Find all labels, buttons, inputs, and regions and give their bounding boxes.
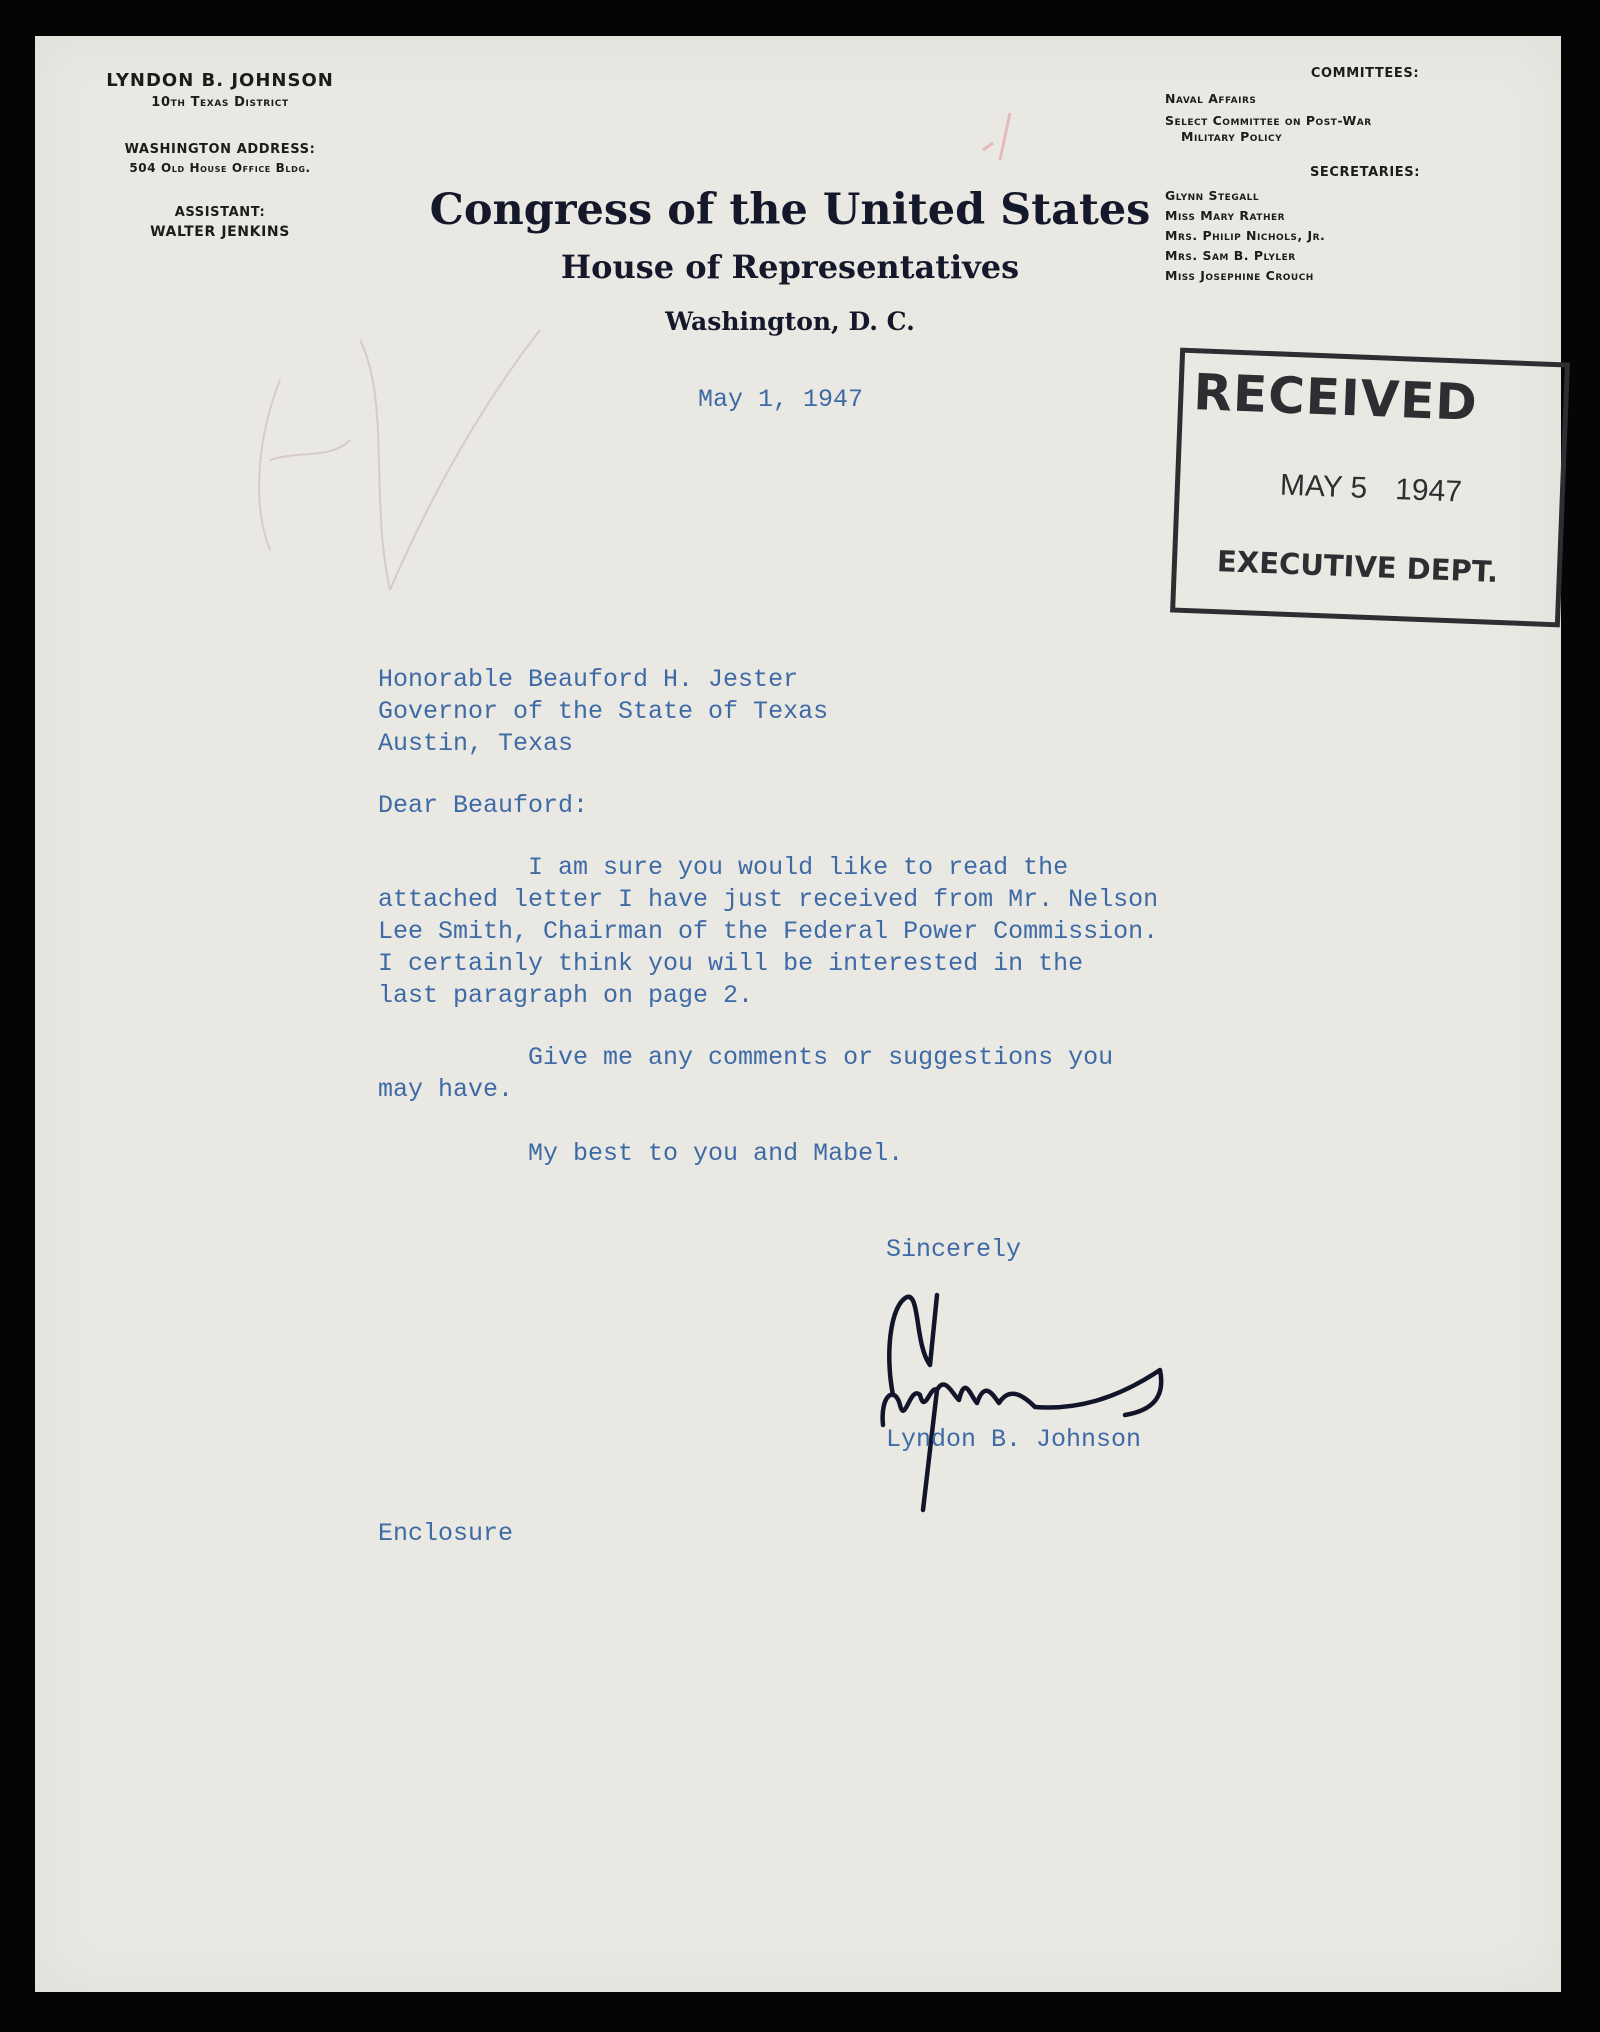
paragraph-line: last paragraph on page 2. bbox=[378, 981, 754, 1010]
recipient-line: Honorable Beauford H. Jester bbox=[378, 665, 799, 694]
salutation bbox=[378, 790, 588, 822]
handwritten-signature bbox=[875, 1285, 1175, 1515]
paragraph-line: Lee Smith, Chairman of the Federal Power Commission. bbox=[378, 917, 1159, 946]
committee-item: Naval Affairs bbox=[1165, 91, 1257, 106]
stamp-month-day: MAY 5 bbox=[1279, 468, 1368, 505]
stamp-department: EXECUTIVE DEPT. bbox=[1216, 544, 1499, 589]
secretary-item: Miss Mary Rather bbox=[1165, 208, 1286, 223]
pencil-annotation bbox=[240, 300, 560, 640]
address: 504 Old House Office Bldg. bbox=[129, 161, 311, 175]
secretaries-label: SECRETARIES: bbox=[1309, 165, 1421, 180]
paragraph-line: I am sure you would like to read the bbox=[378, 853, 1069, 882]
secretary-item: Miss Josephine Crouch bbox=[1165, 268, 1314, 283]
received-stamp bbox=[1170, 348, 1570, 628]
enclosure-text: Enclosure bbox=[378, 1519, 514, 1548]
letterhead-title: Congress of the United States bbox=[429, 185, 1151, 235]
assistant-name: WALTER JENKINS bbox=[150, 224, 290, 240]
letterhead-right bbox=[1165, 66, 1485, 286]
committees-label: COMMITTEES: bbox=[1310, 66, 1420, 81]
enclosure bbox=[378, 1518, 513, 1550]
secretary-item: Glynn Stegall bbox=[1165, 188, 1260, 203]
signature-name-text: Lyndon B. Johnson bbox=[886, 1425, 1142, 1454]
address-label: WASHINGTON ADDRESS: bbox=[124, 142, 316, 157]
paragraph-line: My best to you and Mabel. bbox=[378, 1139, 904, 1168]
paragraph-2 bbox=[378, 1042, 1113, 1106]
paragraph-line: may have. bbox=[378, 1075, 514, 1104]
secretary-item: Mrs. Sam B. Plyler bbox=[1165, 248, 1296, 263]
secretary-item: Mrs. Philip Nichols, Jr. bbox=[1165, 228, 1326, 243]
closing bbox=[886, 1234, 1021, 1266]
district: 10th Texas District bbox=[151, 95, 289, 110]
stamp-title: RECEIVED bbox=[1192, 363, 1479, 433]
recipient-block bbox=[378, 664, 828, 760]
red-pencil-mark bbox=[975, 105, 1025, 165]
paragraph-line: I certainly think you will be interested in the bbox=[378, 949, 1084, 978]
signature-name bbox=[886, 1424, 1141, 1456]
representative-name: LYNDON B. JOHNSON bbox=[106, 70, 334, 91]
paragraph-1 bbox=[378, 852, 1158, 1012]
paragraph-line: attached letter I have just received from Mr. Nelson bbox=[378, 885, 1159, 914]
letterhead-subtitle: House of Representatives bbox=[560, 248, 1020, 286]
assistant-label: ASSISTANT: bbox=[174, 205, 266, 220]
paragraph-line: Give me any comments or suggestions you bbox=[378, 1043, 1114, 1072]
letter-date bbox=[698, 384, 863, 416]
date-text: May 1, 1947 bbox=[698, 385, 864, 414]
paragraph-3 bbox=[378, 1138, 903, 1170]
stamp-date bbox=[1279, 469, 1490, 511]
recipient-line: Governor of the State of Texas bbox=[378, 697, 829, 726]
committee-item: Military Policy bbox=[1181, 129, 1283, 144]
letterhead-left bbox=[60, 70, 380, 240]
closing-text: Sincerely bbox=[886, 1235, 1022, 1264]
recipient-line: Austin, Texas bbox=[378, 729, 574, 758]
stamp-year: 1947 bbox=[1394, 472, 1463, 509]
salutation-text: Dear Beauford: bbox=[378, 791, 589, 820]
committee-item: Select Committee on Post-War bbox=[1165, 113, 1372, 128]
letterhead-city: Washington, D. C. bbox=[665, 307, 915, 336]
